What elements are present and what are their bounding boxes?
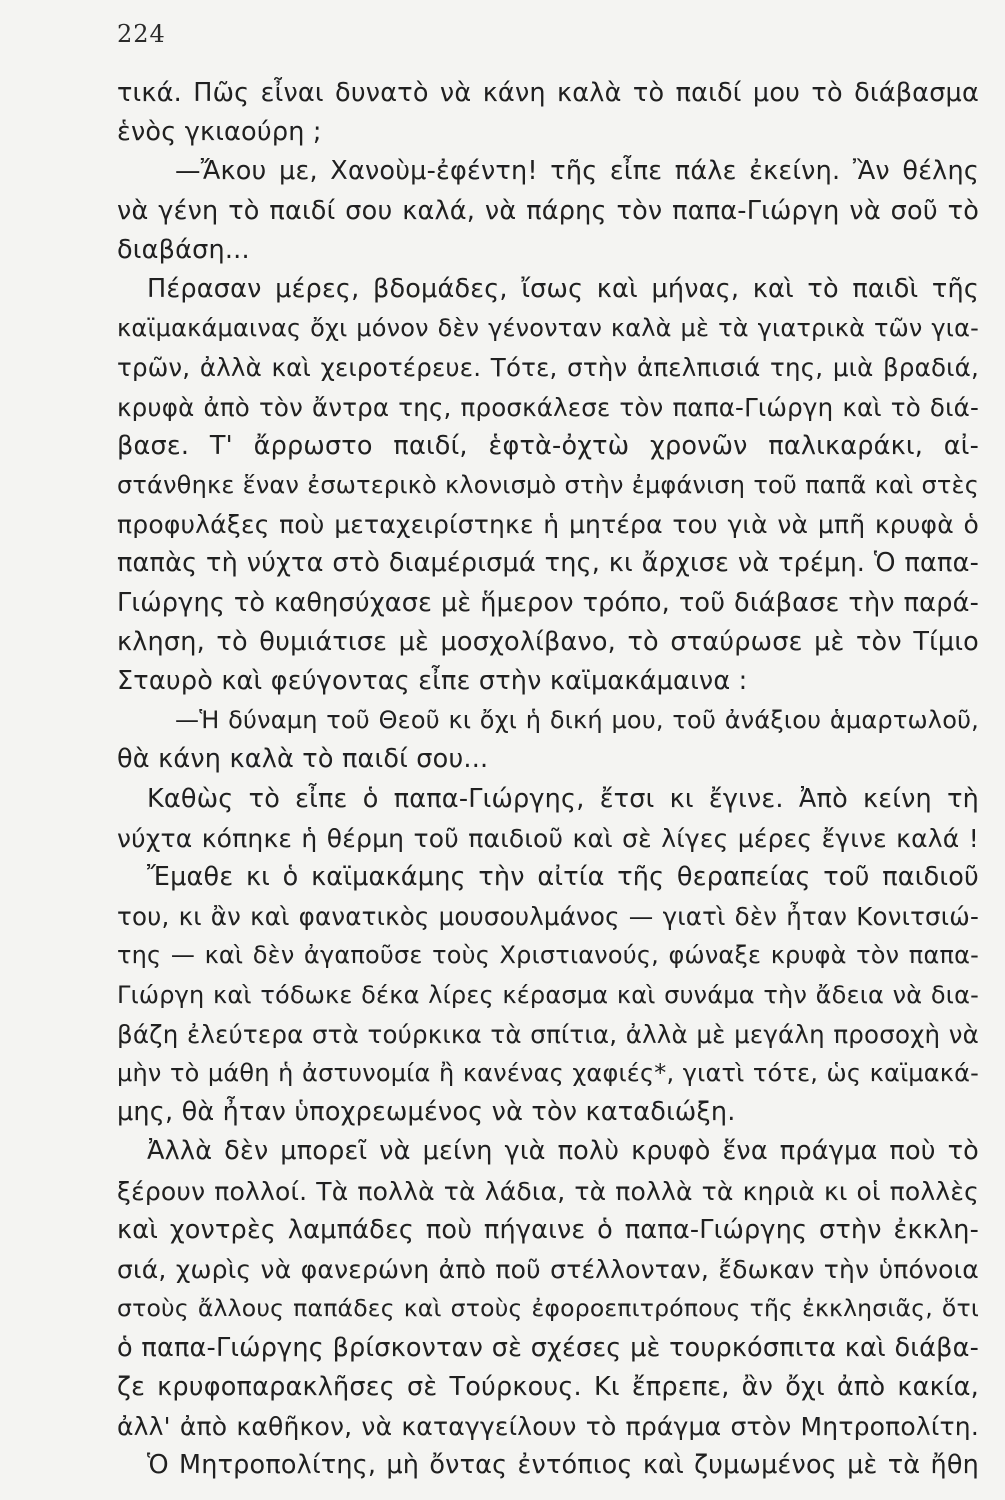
text-line: προφυλάξες ποὺ μεταχειρίστηκε ἡ μητέρα του γιὰ νὰ μπῆ κρυφὰ ὁ bbox=[117, 510, 979, 540]
text-line: κληση, τὸ θυμιάτισε μὲ μοσχολίβανο, τὸ σταύρωσε μὲ τὸν Τίμιο bbox=[117, 626, 979, 657]
text-line: βασε. Τ' ἄρρωστο παιδί, ἑφτὰ-ὀχτὼ χρονῶν παλικαράκι, αἰ- bbox=[117, 430, 979, 461]
text-line: τρῶν, ἀλλὰ καὶ χειροτέρευε. Τότε, στὴν ἀπελπισιά της, μιὰ βραδιά, bbox=[117, 353, 979, 383]
body-text bbox=[117, 74, 979, 1485]
text-line: Ἔμαθε κι ὁ καϊμακάμης τὴν αἰτία τῆς θεραπείας τοῦ παιδιοῦ bbox=[147, 862, 979, 893]
text-line: κρυφὰ ἀπὸ τὸν ἄντρα της, προσκάλεσε τὸν παπα-Γιώργη καὶ τὸ διά- bbox=[117, 392, 979, 422]
text-line: Καθὼς τὸ εἶπε ὁ παπα-Γιώργης, ἔτσι κι ἔγινε. Ἀπὸ κείνη τὴ bbox=[147, 783, 979, 814]
text-line: μὴν τὸ μάθη ἡ ἀστυνομία ἢ κανένας χαφιές*, γιατὶ τότε, ὡς καϊμακά- bbox=[117, 1059, 979, 1088]
text-line: —Ἄκου με, Χανοὺμ-ἐφέντη! τῆς εἶπε πάλε ἐκείνη. Ἂν θέλης bbox=[175, 156, 979, 187]
text-line: στάνθηκε ἕναν ἐσωτερικὸ κλονισμὸ στὴν ἐμφάνιση τοῦ παπᾶ καὶ στὲς bbox=[117, 471, 979, 500]
text-line: ξέρουν πολλοί. Τὰ πολλὰ τὰ λάδια, τὰ πολλὰ τὰ κηριὰ κι οἱ πολλὲς bbox=[117, 1176, 979, 1206]
text-line: ζε κρυφοπαρακλῆσες σὲ Τούρκους. Κι ἔπρεπε, ἂν ὄχι ἀπὸ κακία, bbox=[117, 1371, 979, 1402]
text-line: Γιώργη καὶ τόδωκε δέκα λίρες κέρασμα καὶ συνάμα τὴν ἄδεια νὰ δια- bbox=[117, 980, 979, 1009]
text-line: νύχτα κόπηκε ἡ θέρμη τοῦ παιδιοῦ καὶ σὲ λίγες μέρες ἔγινε καλά ! bbox=[117, 823, 979, 853]
text-line: καϊμακάμαινας ὄχι μόνον δὲν γένονταν καλὰ μὲ τὰ γιατρικὰ τῶν για- bbox=[117, 314, 979, 343]
text-line: του, κι ἂν καὶ φανατικὸς μουσουλμάνος — γιατὶ δὲν ἦταν Κονιτσιώ- bbox=[117, 902, 979, 932]
text-line: ὁ παπα-Γιώργης βρίσκονταν σὲ σχέσες μὲ τουρκόσπιτα καὶ διάβα- bbox=[117, 1332, 979, 1363]
text-line: ἑνὸς γκιαούρη ; bbox=[117, 117, 322, 148]
text-line: Ἀλλὰ δὲν μπορεῖ νὰ μείνη γιὰ πολὺ κρυφὸ ἕνα πράγμα ποὺ τὸ bbox=[147, 1136, 979, 1167]
text-line: Πέρασαν μέρες, βδομάδες, ἴσως καὶ μήνας, καὶ τὸ παιδὶ τῆς bbox=[147, 274, 979, 305]
text-line: διαβάση... bbox=[117, 234, 250, 265]
text-line: στοὺς ἄλλους παπάδες καὶ στοὺς ἐφοροεπιτρόπους τῆς ἐκκλησιᾶς, ὅτι bbox=[117, 1294, 979, 1323]
text-line: Σταυρὸ καὶ φεύγοντας εἶπε στὴν καϊμακάμαινα : bbox=[117, 666, 748, 697]
text-line: μης, θὰ ἦταν ὑποχρεωμένος νὰ τὸν καταδιώξη. bbox=[117, 1097, 736, 1128]
text-line: παπὰς τὴ νύχτα στὸ διαμέρισμά της, κι ἄρχισε νὰ τρέμη. Ὁ παπα- bbox=[117, 548, 979, 579]
text-line: νὰ γένη τὸ παιδί σου καλά, νὰ πάρης τὸν παπα-Γιώργη νὰ σοῦ τὸ bbox=[117, 195, 979, 226]
text-line: τικά. Πῶς εἶναι δυνατὸ νὰ κάνη καλὰ τὸ παιδί μου τὸ διάβασμα bbox=[117, 78, 979, 108]
text-line: βάζη ἐλεύτερα στὰ τούρκικα τὰ σπίτια, ἀλλὰ μὲ μεγάλη προσοχὴ νὰ bbox=[117, 1019, 979, 1049]
text-line: σιά, χωρὶς νὰ φανερώνη ἀπὸ ποῦ στέλλονταν, ἔδωκαν τὴν ὑπόνοια bbox=[117, 1255, 979, 1285]
text-line: θὰ κάνη καλὰ τὸ παιδί σου... bbox=[117, 744, 489, 775]
text-line: —Ἡ δύναμη τοῦ Θεοῦ κι ὄχι ἡ δική μου, τοῦ ἀνάξιου ἁμαρτωλοῦ, bbox=[175, 706, 979, 735]
text-line: Ὁ Μητροπολίτης, μὴ ὄντας ἐντόπιος καὶ ζυμωμένος μὲ τὰ ἤθη bbox=[147, 1450, 979, 1481]
text-line: Γιώργης τὸ καθησύχασε μὲ ἥμερον τρόπο, τοῦ διάβασε τὴν παρά- bbox=[117, 587, 979, 618]
text-line: ἀλλ' ἀπὸ καθῆκον, νὰ καταγγείλουν τὸ πράγμα στὸν Μητροπολίτη. bbox=[117, 1411, 979, 1441]
text-line: καὶ χοντρὲς λαμπάδες ποὺ πήγαινε ὁ παπα-Γιώργης στὴν ἐκκλη- bbox=[117, 1214, 979, 1245]
page-number: 224 bbox=[117, 20, 166, 48]
text-line: της — καὶ δὲν ἀγαποῦσε τοὺς Χριστιανούς, φώναξε κρυφὰ τὸν παπα- bbox=[117, 941, 979, 970]
